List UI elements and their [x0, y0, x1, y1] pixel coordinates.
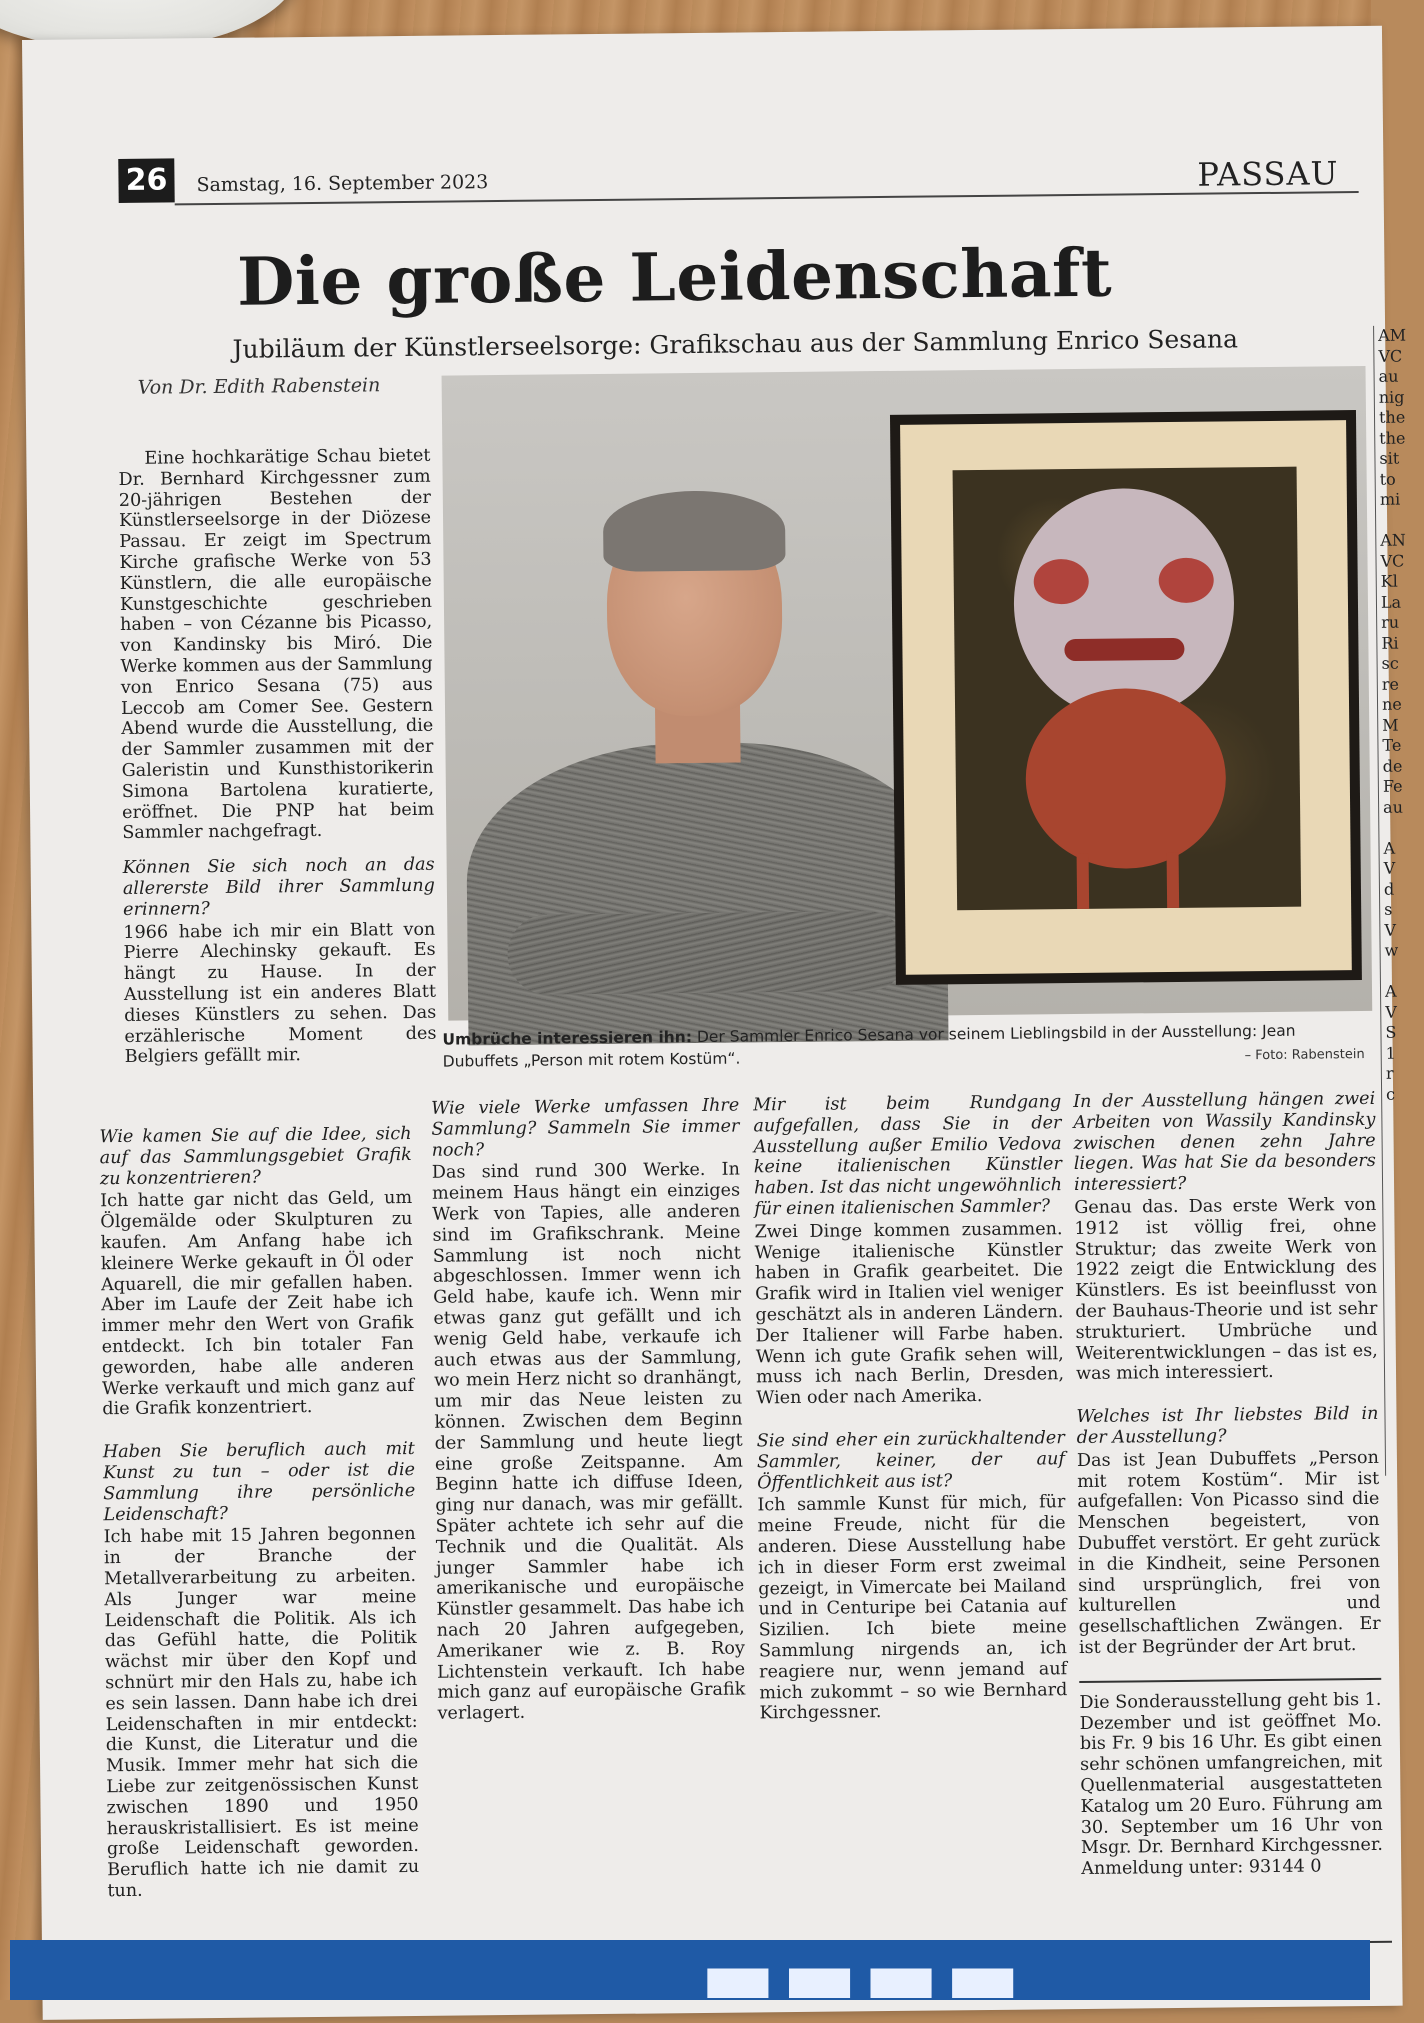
- caption-text: Der Sammler Enrico Sesana vor seinem Lieblingsbild in der Ausstellung: Jean Dubuffets „Person mit rotem Kostüm“.: [442, 1021, 1296, 1071]
- side-fragment-line: AM: [1378, 325, 1407, 345]
- side-fragment-line: V: [1385, 1002, 1397, 1022]
- column-1-bottom: [99, 1123, 420, 1902]
- photo-caption: [442, 1019, 1372, 1073]
- framed-artwork: [890, 410, 1362, 985]
- side-fragment-line: Ri: [1381, 633, 1399, 653]
- person-hair: [603, 490, 786, 572]
- answer-4: Das sind rund 300 Werke. In meinem Haus hängt ein einziges Werk von Tapies, alle anderen sind im Grafikschrank. Meine Sammlung ist noch nicht abgeschlossen. Immer wenn ich Geld habe, kaufe ich. Wenn mir etwas ganz gut gefällt und ich wenig Geld habe, verkaufe ich auch etwas aus der Sammlung, wo mein Herz nicht so dranhängt, um mir das Neue leisten zu können. Zwischen dem Beginn der Sammlung und heute liegt eine große Zeitspanne. Am Beginn hatte ich diffuse Ideen, ging nur danach, was mir gefällt. Später achtete ich sehr auf die Technik und die Qualität. Als junger Sammler habe ich amerikanische und europäische Künstler gesammelt. Das habe ich nach 20 Jahren aufgegeben, Amerikaner wie z. B. Roy Lichtenstein verkauft. Ich habe mich ganz auf europäische Grafik verlagert.: [431, 1159, 746, 1724]
- article-photo: [442, 366, 1373, 1021]
- side-fragment-line: de: [1382, 756, 1403, 776]
- column-4: [1073, 1089, 1383, 1894]
- side-fragment-line: Fe: [1382, 776, 1403, 796]
- exhibition-info: Die Sonderausstellung geht bis 1. Dezember und ist geöffnet Mo. bis Fr. 9 bis 16 Uhr. Es gibt einen sehr schönen umfangreichen, mit Quellenmaterial ausgestatteten Katalog um 20 Euro. Führung am 30. September um 16 Uhr von Msgr. Dr. Bernhard Kirchgessner. Anmeldung unter: 93144 0: [1079, 1689, 1384, 1880]
- side-fragment-line: nig: [1378, 387, 1405, 407]
- dubuffet-print: [953, 467, 1302, 911]
- answer-7: Genau das. Das erste Werk von 1912 ist völlig frei, ohne Struktur; das zweite Werk von 1922 zeigt die Entwicklung des Künstlers. Es ist beeinflusst von der Bauhaus-Theorie und ist sehr strukturiert. Umbrüche und Weiterentwicklungen – das ist es, was mich interessiert.: [1074, 1194, 1378, 1385]
- side-fragment-line: [1381, 961, 1411, 982]
- side-fragment-line: Te: [1382, 735, 1402, 755]
- side-fragment-line: re: [1381, 674, 1400, 694]
- person-shirt: [465, 740, 948, 1045]
- question-6: Sie sind eher ein zurückhaltender Sammler, keiner, der auf Öffentlichkeit aus ist?: [756, 1428, 1066, 1493]
- side-fragment-line: ne: [1381, 694, 1402, 714]
- page-number: 26: [118, 158, 174, 203]
- answer-3: Ich habe mit 15 Jahren begonnen in der Branche der Metallverarbeitung zu arbeiten. Als Junger war meine Leidenschaft die Politik. Als ich das Gefühl hatte, die Politik wächst mir über den Kopf und schnürt mir den Hals zu, habe ich es sein lassen. Dann habe ich drei Leidenschaften in mir entdeckt: die Kunst, die Literatur und die Musik. Immer mehr hat sich die Liebe zur zeitgenössischen Kunst zwischen 1890 und 1950 herauskristallisiert. Es ist meine große Leidenschaft geworden. Beruflich hatte ich nie damit zu tun.: [103, 1524, 420, 1902]
- column-1-top: [118, 446, 437, 1090]
- column-3: [753, 1092, 1068, 1746]
- side-fragment-line: VC: [1380, 551, 1405, 571]
- issue-date: Samstag, 16. September 2023: [196, 171, 489, 197]
- question-3: Haben Sie beruflich auch mit Kunst zu tun – oder ist die Sammlung ihre persönliche Leidenschaft?: [102, 1439, 416, 1525]
- section-name: PASSAU: [1197, 154, 1339, 194]
- next-page-banner: [10, 1940, 1370, 2000]
- side-fragment-line: S: [1385, 1022, 1397, 1042]
- answer-5: Zwei Dinge kommen zusammen. Wenige italienische Künstler haben in Grafik gearbeitet. Die Grafik wird in Italien viel weniger geschätzt als in anderen Ländern. Der Italiener will Farbe haben. Wenn ich gute Grafik sehen will, muss ich nach Berlin, Dresden, Wien oder nach Amerika.: [754, 1218, 1065, 1409]
- side-fragment-line: d: [1383, 879, 1395, 899]
- side-fragment-line: the: [1379, 428, 1406, 448]
- question-1: Können Sie sich noch an das allererste Bild ihrer Sammlung erinnern?: [122, 854, 435, 920]
- side-fragment-line: au: [1378, 366, 1399, 386]
- column-2: [431, 1096, 746, 1747]
- adjacent-article-fragment: [1373, 326, 1416, 1476]
- side-fragment-line: c: [1386, 1084, 1396, 1104]
- side-fragment-line: mi: [1379, 489, 1401, 509]
- intro-paragraph: Eine hochkarätige Schau bietet Dr. Bernhard Kirchgessner zum 20-jährigen Bestehen der Künstlerseelsorge in der Diözese Passau. Er zeigt im Spectrum Kirche grafische Werke von 53 Künstlern, die alle europäische Kunstgeschichte geschrieben haben – von Cézanne bis Picasso, von Kandinsky bis Miró. Die Werke kommen aus der Sammlung von Enrico Sesana (75) aus Leccob am Comer See. Gestern Abend wurde die Ausstellung, die der Sammler zusammen mit der Galeristin und Kunsthistorikerin Simona Bartolena kuratierte, eröffnet. Die PNP hat beim Sammler nachgefragt.: [118, 445, 435, 844]
- figure-left-leg: [1077, 854, 1090, 909]
- question-8: Welches ist Ihr liebstes Bild in der Ausstellung?: [1076, 1404, 1379, 1448]
- question-4: Wie viele Werke umfassen Ihre Sammlung? Sammeln Sie immer noch?: [431, 1095, 740, 1161]
- answer-1: 1966 habe ich mir ein Blatt von Pierre Alechinsky gekauft. Es hängt zu Hause. In der Ausstellung ist ein anderes Blatt dieses Künstlers zu sehen. Das erzählerische Moment des Belgiers gefällt mir.: [123, 919, 437, 1068]
- answer-2: Ich hatte gar nicht das Geld, um Ölgemälde oder Skulpturen zu kaufen. Am Anfang habe ich kleinere Werke gekauft in Öl oder Aquarell, die mir gefallen haben. Aber im Laufe der Zeit habe ich immer mehr den Wert von Grafik entdeckt. Ich bin totaler Fan geworden, habe alle anderen Werke verkauft und mich ganz auf die Grafik konzentriert.: [100, 1188, 415, 1420]
- figure-head: [1013, 487, 1235, 719]
- artwork-mat: [900, 420, 1352, 975]
- side-fragment-line: r: [1385, 1063, 1394, 1083]
- side-fragment-line: sc: [1381, 653, 1399, 673]
- side-fragment-line: au: [1383, 797, 1404, 817]
- side-fragment-line: M: [1382, 715, 1399, 735]
- side-fragment-line: s: [1384, 899, 1393, 919]
- side-fragment-line: ru: [1381, 612, 1400, 632]
- newspaper-page: [22, 26, 1407, 2020]
- side-fragment-line: V: [1384, 920, 1397, 940]
- side-fragment-line: A: [1383, 838, 1396, 858]
- caption-lead: Umbrüche interessieren ihn:: [442, 1028, 693, 1049]
- photo-credit: – Foto: Rabenstein: [1244, 1046, 1365, 1064]
- answer-8: Das ist Jean Dubuffets „Person mit rotem Kostüm“. Mir ist aufgefallen: Von Picasso sind die Menschen begeistert, von Dubuffet verstört. Er geht zurück in die Kindheit, seine Personen sind ursprünglich, frei von kulturellen und gesellschaftlichen Zwängen. Er ist der Begründer der Art brut.: [1076, 1447, 1381, 1658]
- question-7: In der Ausstellung hängen zwei Arbeiten von Wassily Kandinsky zwischen denen zehn Jahre liegen. Was hat Sie da besonders interessiert?: [1073, 1088, 1376, 1196]
- figure-right-leg: [1167, 853, 1180, 908]
- byline: Von Dr. Edith Rabenstein: [137, 374, 381, 399]
- page-header: [118, 146, 1359, 214]
- figure-mouth: [1064, 638, 1184, 661]
- side-fragment-line: [1379, 818, 1409, 839]
- side-fragment-line: VC: [1378, 346, 1403, 366]
- question-2: Wie kamen Sie auf die Idee, sich auf das Sammlungsgebiet Grafik zu konzentrieren?: [99, 1123, 412, 1189]
- side-fragment-line: [1376, 510, 1406, 531]
- question-5: Mir ist beim Rundgang aufgefallen, dass Sie in der Ausstellung außer Emilio Vedova keine italienischen Künstler haben. Ist das nicht ungewöhnlich für einen italienischen Sammler?: [753, 1092, 1063, 1220]
- subheadline: Jubiläum der Künstlerseelsorge: Grafikschau aus der Sammlung Enrico Sesana: [232, 324, 1239, 364]
- side-fragment-line: w: [1384, 940, 1399, 960]
- side-fragment-line: La: [1380, 592, 1402, 612]
- side-fragment-line: 1: [1385, 1043, 1396, 1063]
- answer-6: Ich sammle Kunst für mich, für meine Freude, nicht für die anderen. Diese Ausstellung habe ich in dieser Form erst zweimal gezeigt, in Vimercate bei Mailand und in Centuripe bei Catania auf Sizilien. Ich biete meine Sammlung nirgends an, ich reagiere nur, wenn jemand auf mich zukommt – so wie Bernhard Kirchgessner.: [757, 1492, 1068, 1724]
- side-fragment-line: A: [1384, 981, 1397, 1001]
- info-box-rule: [1079, 1678, 1381, 1683]
- side-fragment-line: Kl: [1380, 571, 1398, 591]
- side-fragment-line: V: [1383, 858, 1396, 878]
- person-crossed-arms: [507, 911, 908, 995]
- side-fragment-line: sit: [1379, 448, 1400, 468]
- side-fragment-line: the: [1378, 407, 1406, 427]
- banner-partial-text: ▬▬▬▬: [700, 1930, 1027, 2023]
- side-fragment-line: to: [1379, 469, 1396, 489]
- side-fragment-line: AN: [1380, 530, 1406, 550]
- headline: Die große Leidenschaft: [236, 233, 1113, 321]
- figure-red-costume: [1025, 687, 1227, 869]
